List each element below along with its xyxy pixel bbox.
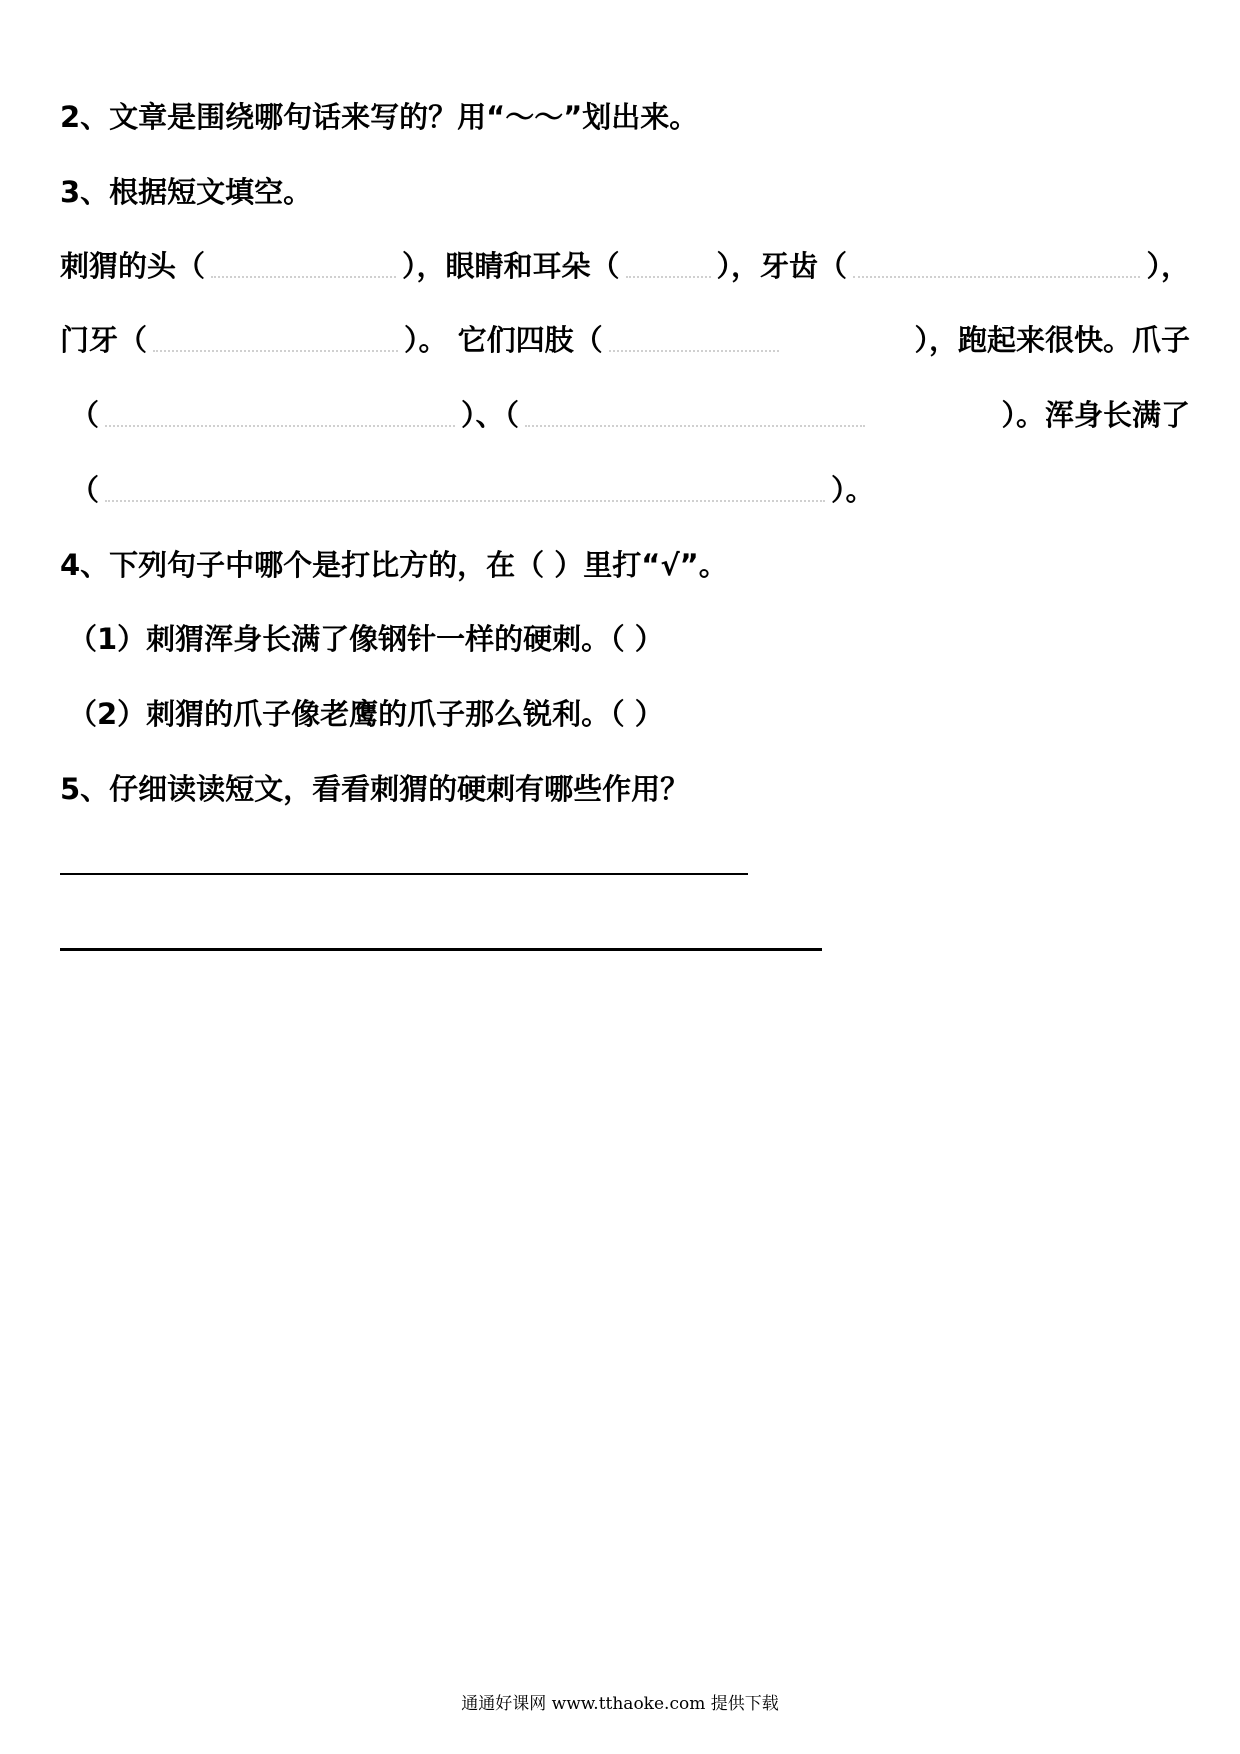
footer-text: 通通好课网 www.tthaoke.com 提供下载 xyxy=(461,1694,779,1714)
question-4: 4、下列句子中哪个是打比方的，在（ ）里打“√”。 xyxy=(60,548,728,582)
question-4-item-2: （2）刺猬的爪子像老鹰的爪子那么锐利。（ ） xyxy=(68,697,664,731)
blank-claws-1[interactable] xyxy=(105,405,455,427)
answer-line-1[interactable] xyxy=(60,873,748,875)
blank-claws-2[interactable] xyxy=(525,405,865,427)
blank-front-teeth[interactable] xyxy=(153,330,398,352)
blank-teeth[interactable] xyxy=(853,256,1140,278)
fill-text: ）。 它们四肢（ xyxy=(404,323,603,357)
fill-text: （ xyxy=(70,473,100,507)
answer-line-2[interactable] xyxy=(60,948,822,951)
fill-text: ），牙齿（ xyxy=(716,249,848,283)
fill-text: 刺猬的头（ xyxy=(60,249,206,283)
fill-row-1 xyxy=(60,249,1190,283)
fill-text: ）、（ xyxy=(461,398,520,432)
question-3: 3、根据短文填空。 xyxy=(60,175,313,209)
fill-text: ）。 xyxy=(831,473,875,507)
fill-text: ），跑起来很快。爪子 xyxy=(914,323,1190,357)
blank-eyes-ears[interactable] xyxy=(626,256,711,278)
fill-row-4 xyxy=(60,473,1190,507)
question-2: 2、文章是围绕哪句话来写的？用“～～”划出来。 xyxy=(60,100,699,134)
question-4-item-1: （1）刺猬浑身长满了像钢针一样的硬刺。（ ） xyxy=(68,622,664,656)
fill-text: 门牙（ xyxy=(60,323,148,357)
fill-text: （ xyxy=(70,398,100,432)
fill-text: ）， xyxy=(1146,249,1190,283)
blank-limbs[interactable] xyxy=(609,330,779,352)
fill-text: ），眼睛和耳朵（ xyxy=(402,249,620,283)
fill-text: ）。浑身长满了 xyxy=(1001,398,1190,432)
fill-row-2 xyxy=(60,323,1190,357)
fill-row-3 xyxy=(60,398,1190,432)
blank-head[interactable] xyxy=(211,256,396,278)
question-5: 5、仔细读读短文，看看刺猬的硬刺有哪些作用？ xyxy=(60,772,690,806)
blank-body[interactable] xyxy=(105,480,825,502)
